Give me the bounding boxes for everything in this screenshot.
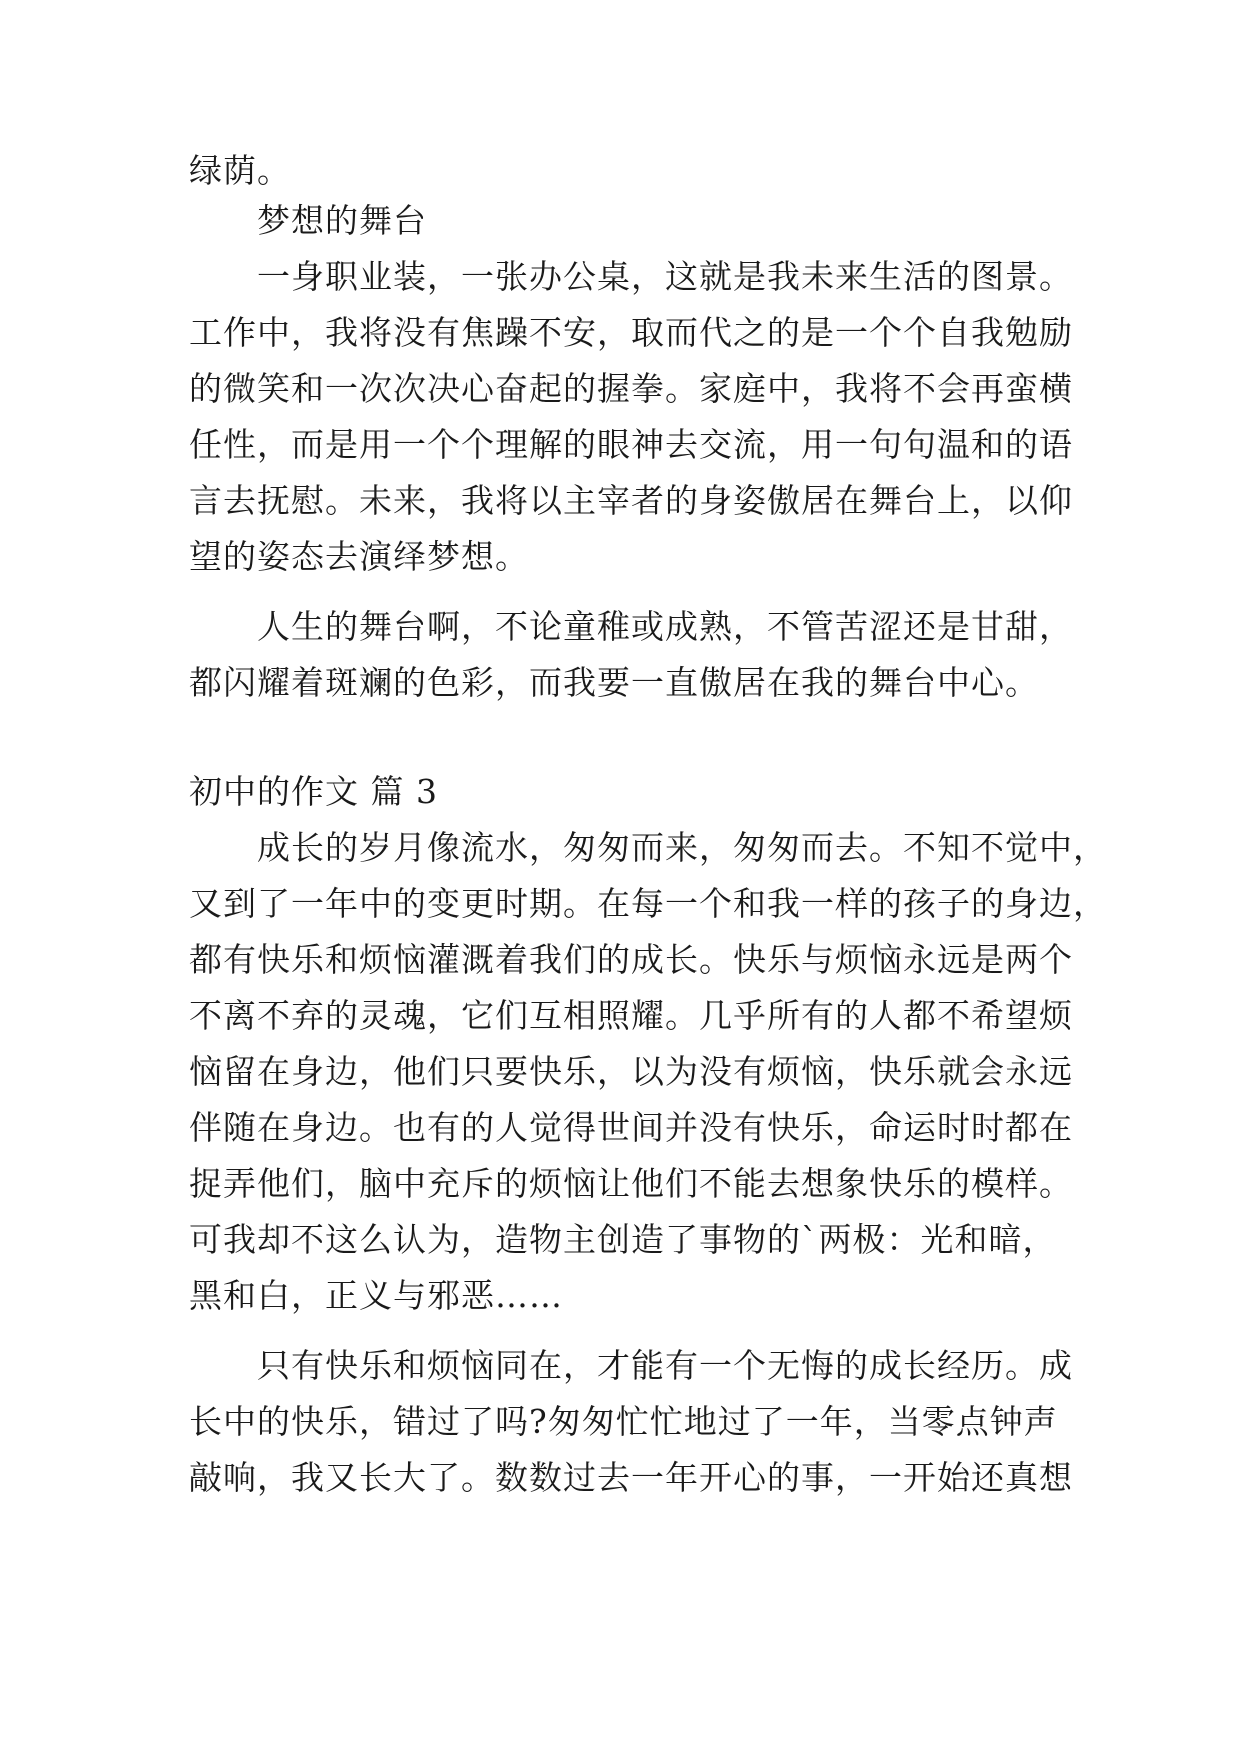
text-line: 望的姿态去演绎梦想。	[189, 537, 529, 576]
text-line: 言去抚慰。未来，我将以主宰者的身姿傲居在舞台上，以仰	[189, 481, 1073, 520]
article-title: 初中的作文 篇 3	[189, 772, 438, 811]
text-line: 任性，而是用一个个理解的眼神去交流，用一句句温和的语	[189, 425, 1073, 464]
text-line: 都闪耀着斑斓的色彩，而我要一直傲居在我的舞台中心。	[189, 663, 1039, 702]
text-line: 可我却不这么认为，造物主创造了事物的`两极：光和暗，	[189, 1220, 1057, 1259]
text-line: 绿荫。	[189, 151, 291, 190]
text-line: 伴随在身边。也有的人觉得世间并没有快乐，命运时时都在	[189, 1108, 1073, 1147]
text-line: 捉弄他们，脑中充斥的烦恼让他们不能去想象快乐的模样。	[189, 1164, 1073, 1203]
text-line: 一身职业装，一张办公桌，这就是我未来生活的图景。	[257, 257, 1073, 296]
text-line: 的微笑和一次次决心奋起的握拳。家庭中，我将不会再蛮横	[189, 369, 1073, 408]
text-line: 人生的舞台啊，不论童稚或成熟，不管苦涩还是甘甜，	[257, 607, 1073, 646]
text-line: 只有快乐和烦恼同在，才能有一个无悔的成长经历。成	[257, 1346, 1073, 1385]
text-line: 成长的岁月像流水，匆匆而来，匆匆而去。不知不觉中，	[257, 828, 1107, 867]
text-line: 都有快乐和烦恼灌溉着我们的成长。快乐与烦恼永远是两个	[189, 940, 1073, 979]
text-line: 长中的快乐，错过了吗?匆匆忙忙地过了一年，当零点钟声	[189, 1402, 1058, 1441]
text-line: 不离不弃的灵魂，它们互相照耀。几乎所有的人都不希望烦	[189, 996, 1073, 1035]
text-line: 又到了一年中的变更时期。在每一个和我一样的孩子的身边，	[189, 884, 1107, 923]
text-line: 工作中，我将没有焦躁不安，取而代之的是一个个自我勉励	[189, 313, 1073, 352]
text-line: 敲响，我又长大了。数数过去一年开心的事，一开始还真想	[189, 1458, 1073, 1497]
section-heading: 梦想的舞台	[257, 201, 427, 240]
text-line: 恼留在身边，他们只要快乐，以为没有烦恼，快乐就会永远	[189, 1052, 1073, 1091]
text-line: 黑和白，正义与邪恶……	[189, 1276, 563, 1315]
